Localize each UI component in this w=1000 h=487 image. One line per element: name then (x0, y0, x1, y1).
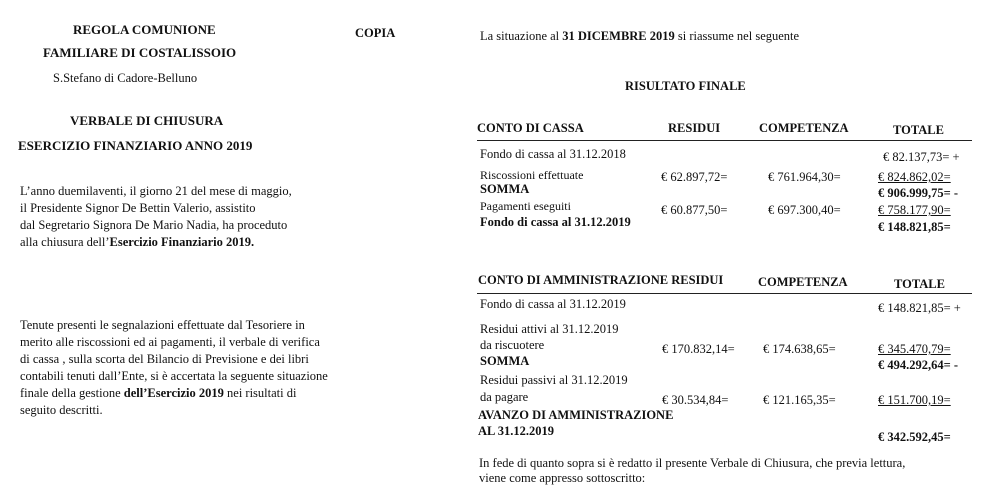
para1-line (20, 235, 254, 249)
cassa-riscossioni-residui: € 62.897,72= (661, 170, 728, 184)
cassa-fondo-total: € 82.137,73= + (883, 150, 960, 164)
cassa-riscossioni-competenza: € 761.964,30= (768, 170, 841, 184)
ammin-avanzo-total: € 342.592,45= (878, 430, 951, 444)
ammin-attivi-label: Residui attivi al 31.12.2019 (480, 322, 619, 336)
ammin-passivi-label: da pagare (480, 390, 529, 404)
col-residui: RESIDUI (668, 121, 721, 135)
ammin-fondo-label: Fondo di cassa al 31.12.2019 (480, 297, 626, 311)
cassa-pagamenti-competenza: € 697.300,40= (768, 203, 841, 217)
para2-tail: nei risultati di (223, 386, 297, 400)
col-competenza: COMPETENZA (759, 121, 849, 135)
org-location: S.Stefano di Cadore-Belluno (53, 71, 198, 85)
cassa-pagamenti-residui: € 60.877,50= (661, 203, 728, 217)
org-name-line2: FAMILIARE DI COSTALISSOIO (43, 45, 237, 60)
ammin-col-totale: TOTALE (894, 277, 945, 291)
ammin-avanzo-label: AL 31.12.2019 (478, 424, 555, 438)
ammin-col-competenza: COMPETENZA (758, 275, 848, 289)
ammin-passivi-label: Residui passivi al 31.12.2019 (480, 373, 628, 387)
intro-date: 31 DICEMBRE 2019 (562, 29, 675, 43)
ammin-attivi-competenza: € 174.638,65= (763, 342, 836, 356)
cassa-pagamenti-total: € 758.177,90= (878, 203, 951, 217)
ammin-avanzo-label: AVANZO DI AMMINISTRAZIONE (478, 408, 674, 422)
para2-text: finale della gestione (20, 386, 124, 400)
para1-line: il Presidente Signor De Bettin Valerio, assistito (20, 201, 256, 215)
para2-line: Tenute presenti le segnalazioni effettuate dal Tesoriere in (20, 318, 305, 332)
cassa-fondo-fine-total: € 148.821,85= (878, 220, 951, 234)
cassa-heading: CONTO DI CASSA (477, 121, 584, 135)
cassa-pagamenti-label: Pagamenti eseguiti (480, 199, 571, 213)
ammin-somma-label: SOMMA (480, 354, 530, 368)
ammin-somma-total: € 494.292,64= - (878, 358, 959, 372)
document-subtitle: ESERCIZIO FINANZIARIO ANNO 2019 (18, 138, 253, 153)
intro-pre: La situazione al (480, 29, 563, 43)
para2-line: merito alle riscossioni ed ai pagamenti, il verbale di verifica (20, 335, 320, 349)
closing-line: In fede di quanto sopra si è redatto il presente Verbale di Chiusura, che previa lettura, (479, 456, 906, 470)
cassa-riscossioni-label: Riscossioni effettuate (480, 168, 584, 182)
para1-line: dal Segretario Signora De Mario Nadia, ha proceduto (20, 218, 288, 232)
para2-line: di cassa , sulla scorta del Bilancio di Previsione e dei libri (20, 352, 309, 366)
cassa-somma-label: SOMMA (480, 182, 530, 196)
org-name-line1: REGOLA COMUNIONE (73, 22, 216, 37)
cassa-fondo-fine-label: Fondo di cassa al 31.12.2019 (480, 215, 631, 229)
para1-bold: Esercizio Finanziario 2019. (109, 235, 255, 249)
ammin-passivi-residui: € 30.534,84= (662, 393, 729, 407)
ammin-attivi-label: da riscuotere (480, 338, 545, 352)
cassa-somma-total: € 906.999,75= - (878, 186, 959, 200)
para2-bold: dell’Esercizio 2019 (123, 386, 224, 400)
para2-line (20, 386, 296, 400)
result-title: RISULTATO FINALE (625, 79, 746, 93)
ammin-heading: CONTO DI AMMINISTRAZIONE RESIDUI (478, 273, 724, 287)
ammin-passivi-competenza: € 121.165,35= (763, 393, 836, 407)
ammin-attivi-residui: € 170.832,14= (662, 342, 735, 356)
divider (477, 293, 972, 294)
divider (477, 140, 972, 141)
col-totale: TOTALE (893, 123, 944, 137)
document-title: VERBALE DI CHIUSURA (70, 113, 224, 128)
intro-post: si riassume nel seguente (674, 29, 800, 43)
para1-text: alla chiusura dell’ (20, 235, 110, 249)
intro-line (480, 29, 799, 43)
para1-line: L’anno duemilaventi, il giorno 21 del mese di maggio, (20, 184, 292, 198)
cassa-fondo-label: Fondo di cassa al 31.12.2018 (480, 147, 626, 161)
para2-line: contabili tenuti dall’Ente, si è accertata la seguente situazione (20, 369, 328, 383)
para2-line: seguito descritti. (20, 403, 103, 417)
ammin-passivi-total: € 151.700,19= (878, 393, 951, 407)
cassa-riscossioni-total: € 824.862,02= (878, 170, 951, 184)
closing-line: viene come appresso sottoscritto: (479, 471, 646, 485)
ammin-fondo-total: € 148.821,85= + (878, 301, 961, 315)
ammin-attivi-total: € 345.470,79= (878, 342, 951, 356)
copy-label: COPIA (355, 26, 396, 40)
